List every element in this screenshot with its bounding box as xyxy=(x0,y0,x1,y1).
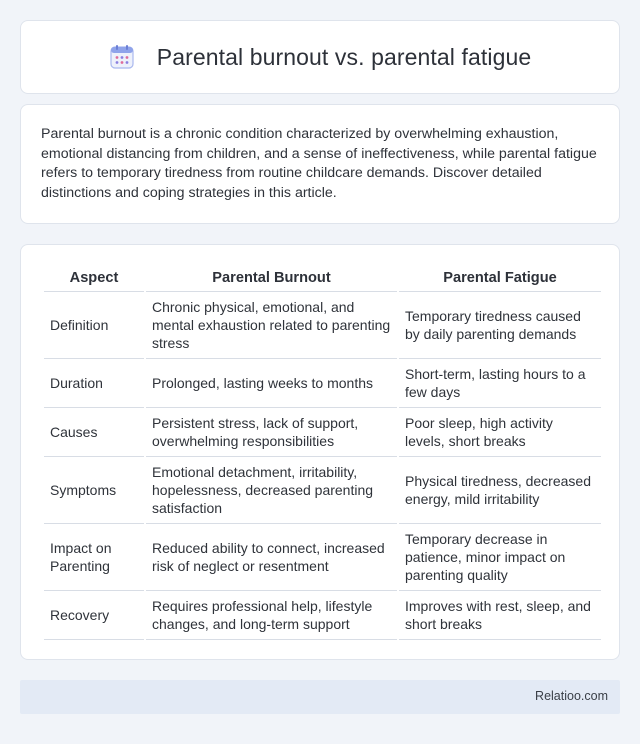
cell-aspect: Definition xyxy=(44,292,144,359)
cell-aspect: Impact on Parenting xyxy=(44,524,144,591)
cell-burnout: Chronic physical, emotional, and mental exhaustion related to parenting stress xyxy=(146,292,397,359)
footer-bar xyxy=(20,680,620,714)
cell-burnout: Requires professional help, lifestyle changes, and long-term support xyxy=(146,591,397,640)
table-row xyxy=(44,359,601,408)
cell-fatigue: Physical tiredness, decreased energy, mild irritability xyxy=(399,457,601,524)
title-card xyxy=(20,20,620,94)
table-row xyxy=(44,457,601,524)
cell-burnout: Prolonged, lasting weeks to months xyxy=(146,359,397,408)
table-row xyxy=(44,524,601,591)
header-aspect: Aspect xyxy=(44,265,144,292)
cell-fatigue: Short-term, lasting hours to a few days xyxy=(399,359,601,408)
table-card xyxy=(20,244,620,660)
cell-burnout: Persistent stress, lack of support, overwhelming responsibilities xyxy=(146,408,397,457)
cell-fatigue: Temporary decrease in patience, minor impact on parenting quality xyxy=(399,524,601,591)
cell-aspect: Causes xyxy=(44,408,144,457)
table-row xyxy=(44,292,601,359)
cell-burnout: Reduced ability to connect, increased risk of neglect or resentment xyxy=(146,524,397,591)
header-parental-burnout: Parental Burnout xyxy=(146,265,397,292)
header-parental-fatigue: Parental Fatigue xyxy=(399,265,601,292)
table-header-row xyxy=(44,265,601,292)
cell-fatigue: Improves with rest, sleep, and short breaks xyxy=(399,591,601,640)
table-row xyxy=(44,591,601,640)
cell-aspect: Recovery xyxy=(44,591,144,640)
cell-burnout: Emotional detachment, irritability, hopelessness, decreased parenting satisfaction xyxy=(146,457,397,524)
page-title: Parental burnout vs. parental fatigue xyxy=(156,43,532,70)
title-wrap xyxy=(109,44,532,71)
calendar-icon xyxy=(109,44,135,70)
table-row xyxy=(44,408,601,457)
cell-aspect: Symptoms xyxy=(44,457,144,524)
comparison-table xyxy=(42,265,603,640)
intro-paragraph: Parental burnout is a chronic condition characterized by overwhelming exhaustion, emotional distancing from children, and a sense of ineffectiveness, while parental fatigue refers to temporary tiredness from routine childcare demands. Discover detailed distinctions and coping strategies in this article. xyxy=(41,126,597,201)
footer-brand-link[interactable]: Relatioo.com xyxy=(535,689,608,703)
cell-aspect: Duration xyxy=(44,359,144,408)
intro-card xyxy=(20,104,620,224)
cell-fatigue: Temporary tiredness caused by daily parenting demands xyxy=(399,292,601,359)
cell-fatigue: Poor sleep, high activity levels, short breaks xyxy=(399,408,601,457)
